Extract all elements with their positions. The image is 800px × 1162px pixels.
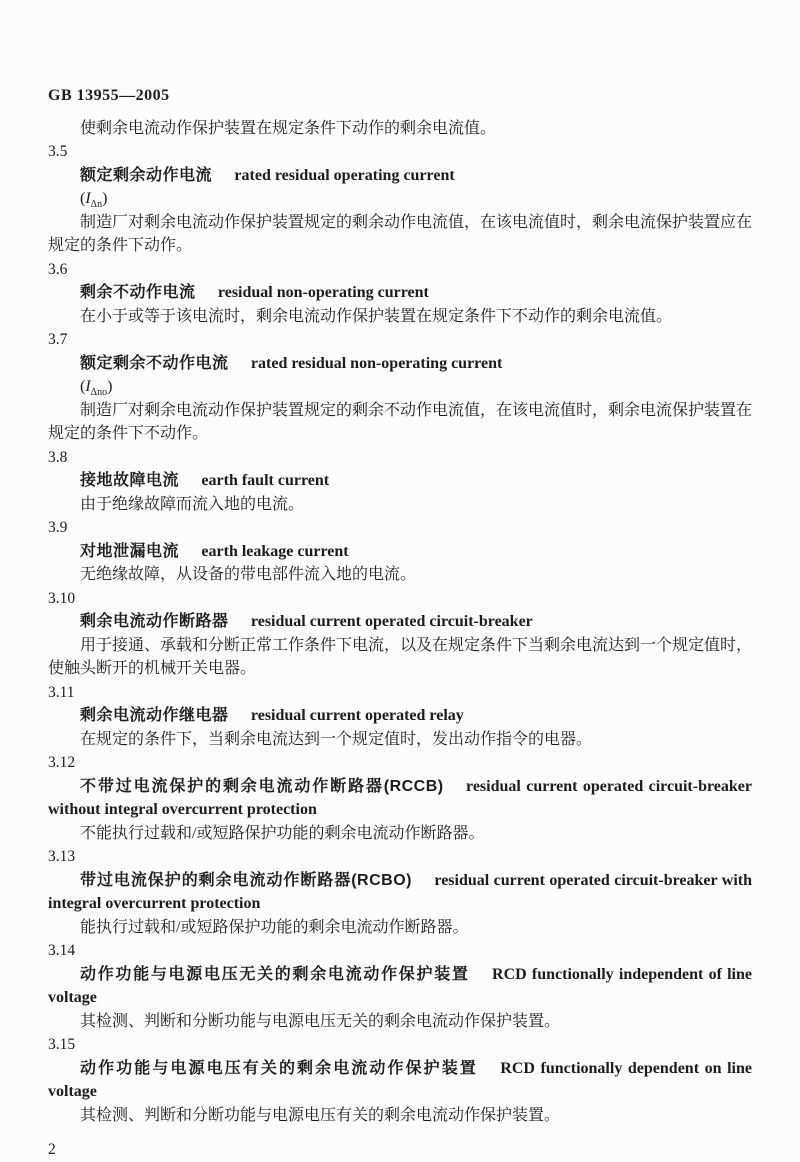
term-line	[48, 540, 752, 564]
symbol-open-paren: (	[80, 378, 86, 395]
symbol-current-letter: I	[85, 190, 91, 207]
definition-text: 制造厂对剩余电流动作保护装置规定的剩余不动作电流值，在该电流值时，剩余电流保护装置在规定的条件下不动作。	[48, 401, 753, 442]
definition-text: 用于接通、承载和分断正常工作条件下电流，以及在规定条件下当剩余电流达到一个规定值时，使触头断开的机械开关电器。	[48, 636, 753, 677]
section-number: 3.8	[48, 448, 68, 466]
symbol-close-paren: )	[102, 190, 108, 207]
definition-section	[48, 845, 752, 939]
definition-text: 无绝缘故障，从设备的带电部件流入地的电流。	[80, 566, 417, 583]
term-chinese: 剩余不动作电流	[80, 284, 196, 301]
definition-section	[48, 587, 752, 681]
term-line	[48, 164, 752, 188]
intro-continuation-text: 使剩余电流动作保护装置在规定条件下动作的剩余电流值。	[80, 119, 497, 137]
definition-section	[48, 446, 752, 517]
term-line	[48, 281, 752, 305]
definition-section	[48, 258, 752, 329]
section-number: 3.5	[48, 143, 68, 160]
section-number: 3.15	[48, 1036, 76, 1053]
standard-number-header: GB 13955—2005	[48, 87, 170, 104]
term-english: earth fault current	[201, 472, 330, 489]
term-chinese: 额定剩余不动作电流	[80, 354, 229, 372]
term-chinese: 接地故障电流	[80, 472, 180, 489]
term-chinese: 动作功能与电源电压有关的剩余电流动作保护装置	[80, 1059, 478, 1077]
symbol-line	[48, 375, 752, 399]
term-english: residual current operated circuit-breaker with integral overcurrent protection	[48, 871, 752, 912]
term-line	[48, 610, 752, 634]
definition-section	[48, 681, 752, 752]
symbol-close-paren: )	[107, 378, 113, 395]
definition-text: 在规定的条件下，当剩余电流达到一个规定值时，发出动作指令的电器。	[80, 730, 593, 748]
definitions-list	[48, 140, 752, 1127]
term-chinese: 剩余电流动作继电器	[80, 707, 229, 724]
symbol-subscript: Δno	[90, 387, 108, 399]
term-english: residual non-operating current	[217, 284, 429, 301]
symbol-current-letter: I	[85, 378, 91, 395]
term-chinese: 带过电流保护的剩余电流动作断路器(RCBO)	[80, 871, 412, 889]
term-english: earth leakage current	[201, 542, 349, 560]
term-english: residual current operated circuit-breaker	[250, 613, 533, 630]
definition-text: 由于绝缘故障而流入地的电流。	[80, 495, 305, 513]
definition-section	[48, 939, 752, 1033]
section-number: 3.11	[48, 683, 75, 701]
term-chinese: 不带过电流保护的剩余电流动作断路器(RCCB)	[80, 777, 444, 795]
term-chinese: 额定剩余动作电流	[80, 166, 213, 184]
page-number: 2	[48, 1141, 56, 1158]
term-line	[48, 869, 752, 916]
section-number: 3.6	[48, 260, 68, 278]
symbol-open-paren: (	[80, 190, 86, 207]
definition-text: 能执行过载和/或短路保护功能的剩余电流动作断路器。	[80, 918, 469, 936]
term-line	[48, 1057, 752, 1104]
term-chinese: 动作功能与电源电压无关的剩余电流动作保护装置	[80, 965, 470, 983]
term-english: RCD functionally independent of line voltage	[48, 965, 752, 1006]
term-line	[48, 704, 752, 728]
term-english: residual current operated circuit-breaker without integral overcurrent protection	[48, 777, 752, 818]
section-number: 3.13	[48, 848, 76, 865]
definition-section	[48, 140, 752, 258]
term-line	[48, 963, 752, 1010]
definition-section	[48, 516, 752, 587]
term-chinese: 对地泄漏电流	[80, 542, 180, 560]
section-number: 3.10	[48, 589, 76, 607]
term-english: rated residual non-operating current	[250, 354, 503, 372]
definition-section	[48, 751, 752, 845]
term-line	[48, 775, 752, 822]
term-english: rated residual operating current	[234, 166, 455, 184]
section-number: 3.7	[48, 331, 68, 348]
term-line	[48, 352, 752, 376]
term-line	[48, 469, 752, 493]
symbol-subscript: Δn	[90, 199, 103, 211]
definition-text: 在小于或等于该电流时，剩余电流动作保护装置在规定条件下不动作的剩余电流值。	[80, 307, 673, 325]
section-number: 3.14	[48, 942, 76, 959]
symbol-line	[48, 187, 752, 211]
definition-text: 其检测、判断和分断功能与电源电压无关的剩余电流动作保护装置。	[80, 1012, 561, 1030]
definition-section	[48, 1033, 752, 1127]
definition-text: 其检测、判断和分断功能与电源电压有关的剩余电流动作保护装置。	[80, 1106, 561, 1124]
section-number: 3.9	[48, 519, 68, 536]
definition-text: 制造厂对剩余电流动作保护装置规定的剩余动作电流值，在该电流值时，剩余电流保护装置应在规定的条件下动作。	[48, 213, 753, 254]
term-chinese: 剩余电流动作断路器	[80, 613, 229, 630]
term-english: residual current operated relay	[250, 707, 464, 724]
section-number: 3.12	[48, 754, 76, 771]
definition-section	[48, 328, 752, 446]
definition-text: 不能执行过载和/或短路保护功能的剩余电流动作断路器。	[80, 824, 485, 842]
term-english: RCD functionally dependent on line voltage	[48, 1059, 752, 1100]
